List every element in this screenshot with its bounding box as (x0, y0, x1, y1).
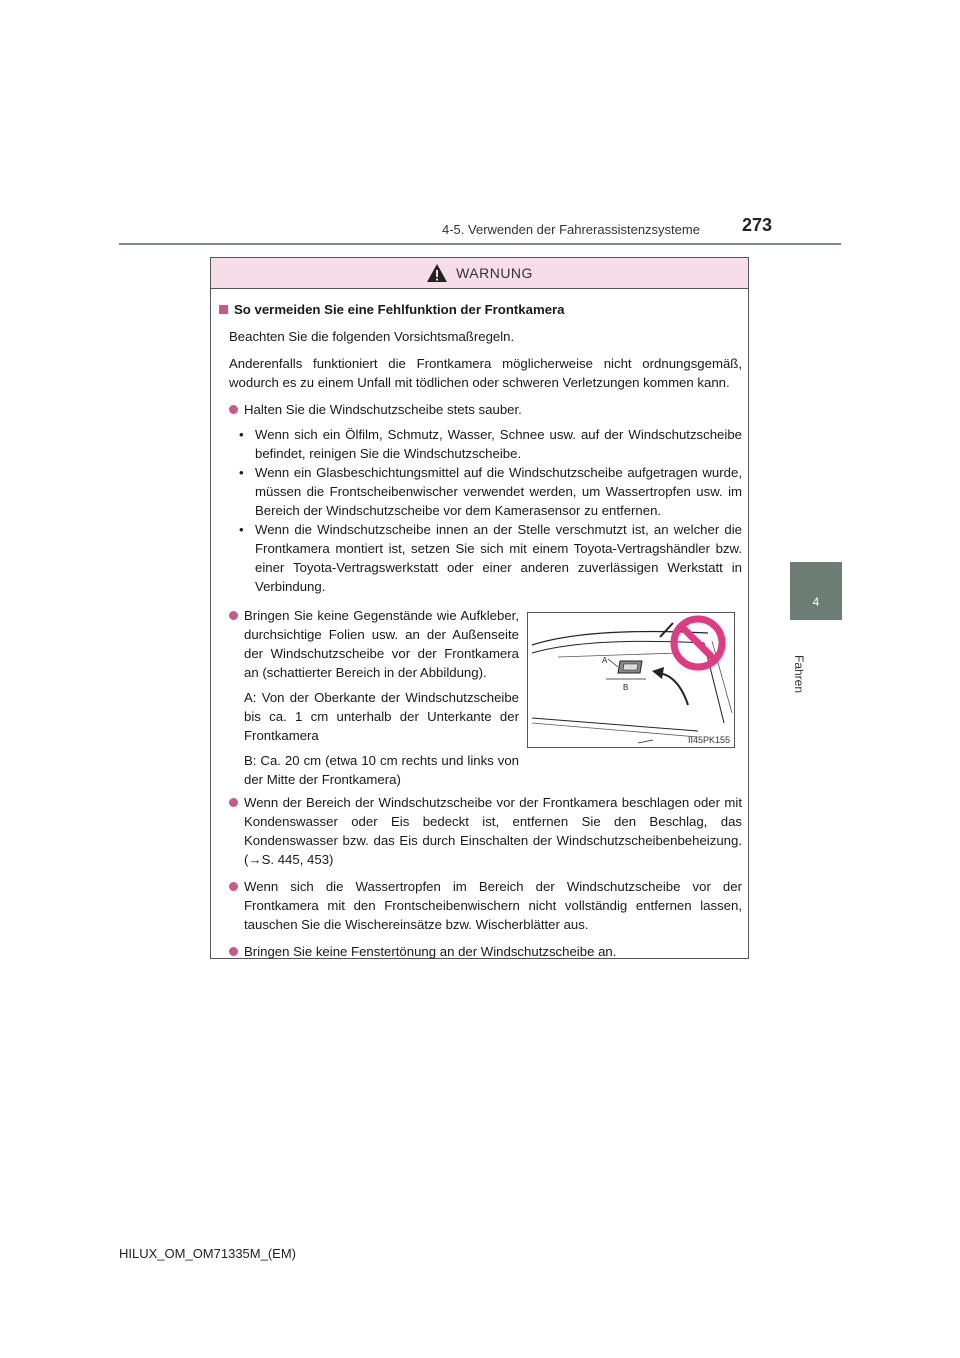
warning-box (210, 257, 749, 959)
label-b: B (623, 683, 629, 692)
sub-bullet-icon: • (239, 427, 244, 442)
sub-bullet-icon: • (239, 522, 244, 537)
list-item (229, 606, 519, 682)
sub-list-item (239, 463, 742, 520)
intro-text: Beachten Sie die folgenden Vorsichtsmaßregeln. (229, 329, 515, 344)
header-rule (119, 243, 841, 245)
note-b: B: Ca. 20 cm (etwa 10 cm rechts und links von der Mitte der Frontkamera) (244, 753, 519, 787)
bullet-dot-icon (229, 405, 238, 414)
bullet-text: Wenn der Bereich der Windschutzscheibe vor der Frontkamera beschlagen oder mit Kondenswasser oder Eis bedeckt ist, entfernen Sie den Beschlag, das Kondenswasser bzw. das Eis durch Einschalten der Windschutzscheibenbeheizung. (→S. 445, 453) (244, 795, 742, 867)
chapter-tab (790, 562, 842, 620)
bullet-dot-icon (229, 798, 238, 807)
chapter-label: Fahren (792, 655, 806, 694)
warning-header (211, 258, 748, 289)
list-item (229, 793, 742, 869)
header-section-title: 4-5. Verwenden der Fahrerassistenzsysteme (442, 222, 700, 237)
list-item (229, 877, 742, 934)
sub-bullet-text: Wenn die Windschutzscheibe innen an der Stelle verschmutzt ist, an welcher die Frontkamera montiert ist, setzen Sie sich mit einem Toyota-Vertragshändler bzw. einer Toyota-Vertragswerkstatt oder einer anderen zuverlässigen Werkstatt in Verbindung. (255, 522, 742, 594)
figure-code: II45PK155 (687, 735, 730, 745)
page-number: 273 (742, 215, 773, 235)
note-a: A: Von der Oberkante der Windschutzscheibe bis ca. 1 cm unterhalb der Unterkante der Frontkamera (244, 690, 519, 743)
warning-icon (426, 263, 448, 283)
sub-bullet-text: Wenn sich ein Ölfilm, Schmutz, Wasser, Schnee usw. auf der Windschutzscheibe befindet, reinigen Sie die Windschutzscheibe. (255, 427, 742, 461)
sub-list-item (239, 520, 742, 596)
bullet-text: Bringen Sie keine Fenstertönung an der Windschutzscheibe an. (244, 944, 617, 959)
footer-doc-id: HILUX_OM_OM71335M_(EM) (119, 1246, 296, 1261)
bullet-text: Bringen Sie keine Gegenstände wie Aufkleber, durchsichtige Folien usw. an der Außenseite der Windschutzscheibe vor der Frontkamera an (schattierter Bereich in der Abbildung). (244, 608, 519, 680)
windshield-illustration (528, 613, 734, 747)
bullet-text: Halten Sie die Windschutzscheibe stets sauber. (244, 402, 522, 417)
square-bullet-icon (219, 305, 228, 314)
label-a: A (602, 656, 608, 665)
sub-bullet-icon: • (239, 465, 244, 480)
bullet-dot-icon (229, 947, 238, 956)
sub-list-item (239, 425, 742, 463)
windshield-figure (527, 612, 735, 748)
bullet-text: Wenn sich die Wassertropfen im Bereich der Windschutzscheibe vor der Frontkamera mit den Frontscheibenwischern nicht vollständig entfernen lassen, tauschen Sie die Wischereinsätze bzw. Wischerblätter aus. (244, 879, 742, 932)
prohibition-icon (674, 619, 722, 667)
sub-bullet-text: Wenn ein Glasbeschichtungsmittel auf die Windschutzscheibe aufgetragen wurde, müssen die Frontscheibenwischer verwendet werden, um Wassertropfen usw. im Bereich der Windschutzscheibe vor dem Kamerasensor zu entfernen. (255, 465, 742, 518)
list-item (229, 942, 742, 961)
bullet-dot-icon (229, 611, 238, 620)
chapter-number: 4 (812, 595, 820, 609)
section-heading (219, 300, 742, 319)
warning-title: WARNUNG (456, 265, 533, 281)
list-item (229, 400, 742, 419)
bullet-dot-icon (229, 882, 238, 891)
consequence-text: Anderenfalls funktioniert die Frontkamera möglicherweise nicht ordnungsgemäß, wodurch es zu einem Unfall mit tödlichen oder schweren Verletzungen kommen kann. (229, 356, 742, 390)
heading-text: So vermeiden Sie eine Fehlfunktion der Frontkamera (234, 302, 565, 317)
